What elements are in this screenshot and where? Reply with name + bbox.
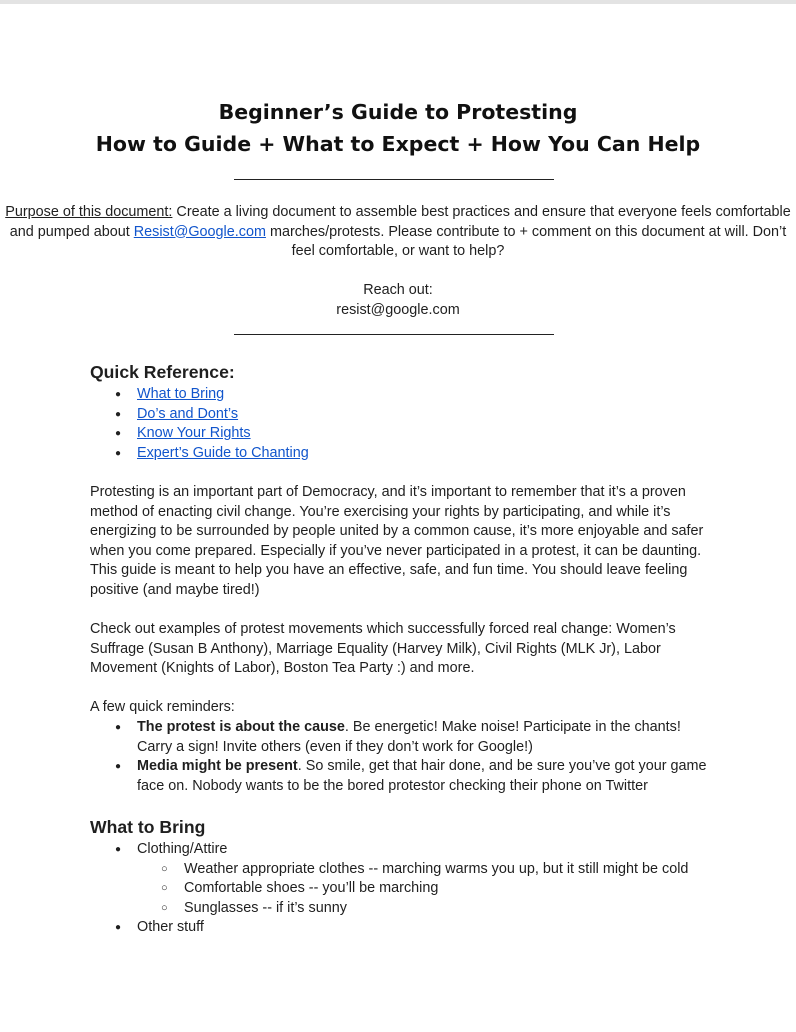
- reminder-bold: The protest is about the cause: [137, 719, 345, 735]
- link-what-to-bring[interactable]: What to Bring: [137, 386, 225, 402]
- quick-reference-list: [90, 385, 309, 463]
- contact-label: Reach out:: [363, 282, 433, 298]
- link-dos-and-donts[interactable]: Do’s and Dont’s: [137, 405, 239, 422]
- purpose-text-1: Create a living document to assemble best practices and ensure that everyone feels comfortable and pumped about: [9, 204, 791, 240]
- list-item: [90, 385, 309, 405]
- list-item: [90, 757, 710, 796]
- document-title: Beginner’s Guide to Protesting: [218, 100, 578, 124]
- list-item: ● Other stuff: [90, 918, 688, 938]
- reminder-bold: Media might be present: [137, 758, 298, 775]
- divider-top: [234, 179, 554, 180]
- list-item: [90, 718, 710, 757]
- link-chanting-guide[interactable]: Expert’s Guide to Chanting: [137, 444, 309, 461]
- examples-paragraph: Check out examples of protest movements which successfully forced real change: Women’s Suffrage (Susan B Anthony), Marriage Equality (Harvey Milk), Civil Rights (MLK Jr), Labor Movement (Knights of Labor), Boston Tea Party :) and more.: [90, 621, 676, 677]
- purpose-label: Purpose of this document:: [5, 204, 173, 220]
- reminders-intro: A few quick reminders:: [90, 699, 235, 715]
- reminders-list: [90, 718, 710, 796]
- what-to-bring-list: [90, 840, 688, 938]
- list-item: ● Clothing/Attire: [90, 840, 688, 860]
- link-know-your-rights[interactable]: Know Your Rights: [137, 425, 251, 442]
- list-item: [90, 424, 309, 444]
- purpose-paragraph: [0, 203, 796, 262]
- list-item: ○ Comfortable shoes -- you’ll be marching: [90, 879, 688, 899]
- quick-reference-heading: Quick Reference:: [90, 362, 235, 382]
- list-item: [90, 405, 309, 425]
- list-item: [90, 444, 309, 464]
- divider-bottom: [234, 334, 554, 335]
- list-item: ○ Sunglasses -- if it’s sunny: [90, 899, 688, 919]
- contact-email: resist@google.com: [336, 302, 460, 318]
- reminder-text: . Be energetic! Make noise! Participate in the chants! Carry a sign! Invite others (even if they don’t work for Google!): [137, 719, 681, 755]
- intro-paragraph: Protesting is an important part of Democracy, and it’s important to remember that it’s a proven method of enacting civil change. You’re exercising your rights by participating, and while it’s energizing to be surrounded by people united by a common cause, it’s more enjoyable and safer when you come prepared. Especially if you’ve never participated in a protest, it can be daunting. This guide is meant to help you have an effective, safe, and fun time. You should leave feeling positive (and maybe tired!): [90, 484, 704, 598]
- document-page: [0, 4, 796, 1032]
- reminder-text: . So smile, get that hair done, and be sure you’ve got your game face on. Nobody wants to be the bored protestor checking their phone on Twitter: [137, 758, 707, 794]
- what-to-bring-heading: What to Bring: [90, 817, 206, 837]
- list-item: ○ Weather appropriate clothes -- marching warms you up, but it still might be cold: [90, 860, 688, 880]
- purpose-text-2: marches/protests. Please contribute to + comment on this document at will. Don’t feel comfortable, or want to help?: [265, 223, 787, 259]
- document-subtitle: How to Guide + What to Expect + How You Can Help: [95, 132, 701, 156]
- resist-email-link[interactable]: Resist@Google.com: [133, 223, 266, 240]
